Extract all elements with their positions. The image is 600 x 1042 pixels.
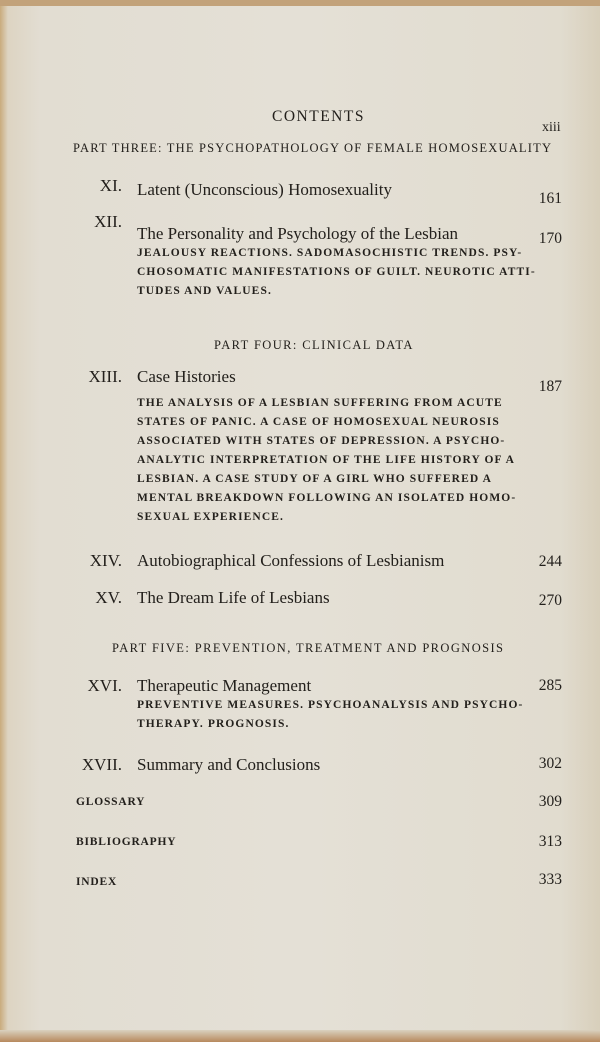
page-title: CONTENTS (272, 108, 365, 125)
chapter-number: XVII. (81, 755, 122, 774)
chapter-subtopics (137, 696, 523, 734)
subtopic-line: JEALOUSY REACTIONS. SADOMASOCHISTIC TRENDS. PSY- (137, 247, 523, 259)
chapter-page: 302 (538, 755, 562, 772)
page-edge-top (0, 0, 600, 6)
chapter-title: The Personality and Psychology of the Lesbian (137, 224, 459, 243)
chapter-title: The Dream Life of Lesbians (137, 588, 330, 607)
chapter-subtopics (137, 394, 516, 527)
subtopic-line: THERAPY. PROGNOSIS. (137, 718, 290, 730)
chapter-page: 187 (538, 378, 562, 395)
subtopic-line: PREVENTIVE MEASURES. PSYCHOANALYSIS AND PSYCHO- (137, 699, 524, 711)
subtopic-line: MENTAL BREAKDOWN FOLLOWING AN ISOLATED HOMO- (137, 492, 517, 504)
subtopic-line: CHOSOMATIC MANIFESTATIONS OF GUILT. NEUROTIC ATTI- (137, 266, 536, 278)
subtopic-line: ANALYTIC INTERPRETATION OF THE LIFE HISTORY OF A (137, 454, 515, 466)
chapter-page: 244 (538, 553, 562, 570)
chapter-number: XVI. (87, 676, 122, 695)
chapter-number: XV. (95, 588, 122, 607)
subtopic-line: TUDES AND VALUES. (137, 285, 272, 297)
part-four-heading: PART FOUR: CLINICAL DATA (214, 338, 414, 352)
chapter-number: XII. (94, 212, 122, 231)
back-matter-label: INDEX (76, 876, 118, 888)
chapter-title: Case Histories (137, 367, 236, 386)
chapter-subtopics (137, 244, 536, 301)
page-numeral: xiii (542, 120, 561, 135)
subtopic-line: THE ANALYSIS OF A LESBIAN SUFFERING FROM ACUTE (137, 397, 503, 409)
chapter-title: Summary and Conclusions (137, 755, 321, 774)
chapter-number: XIV. (89, 551, 122, 570)
back-matter-label: BIBLIOGRAPHY (76, 836, 177, 848)
chapter-title: Autobiographical Confessions of Lesbianism (137, 551, 445, 570)
back-matter-page: 313 (538, 833, 562, 850)
subtopic-line: SEXUAL EXPERIENCE. (137, 511, 284, 523)
subtopic-line: ASSOCIATED WITH STATES OF DEPRESSION. A PSYCHO- (137, 435, 506, 447)
part-three-heading: PART THREE: THE PSYCHOPATHOLOGY OF FEMALE HOMOSEXUALITY (73, 141, 553, 155)
part-five-heading: PART FIVE: PREVENTION, TREATMENT AND PROGNOSIS (112, 641, 505, 655)
back-matter-page: 333 (538, 871, 562, 888)
chapter-page: 285 (538, 677, 562, 694)
chapter-title: Latent (Unconscious) Homosexuality (137, 180, 392, 199)
subtopic-line: STATES OF PANIC. A CASE OF HOMOSEXUAL NEUROSIS (137, 416, 500, 428)
subtopic-line: LESBIAN. A CASE STUDY OF A GIRL WHO SUFFERED A (137, 473, 493, 485)
back-matter-label: GLOSSARY (76, 796, 146, 808)
chapter-number: XIII. (88, 367, 122, 386)
chapter-title: Therapeutic Management (137, 676, 312, 695)
page-edge-bottom (0, 1030, 600, 1042)
back-matter-page: 309 (538, 793, 562, 810)
chapter-page: 161 (538, 190, 562, 207)
chapter-number: XI. (99, 176, 122, 195)
chapter-page: 170 (538, 230, 562, 247)
chapter-page: 270 (538, 592, 562, 609)
